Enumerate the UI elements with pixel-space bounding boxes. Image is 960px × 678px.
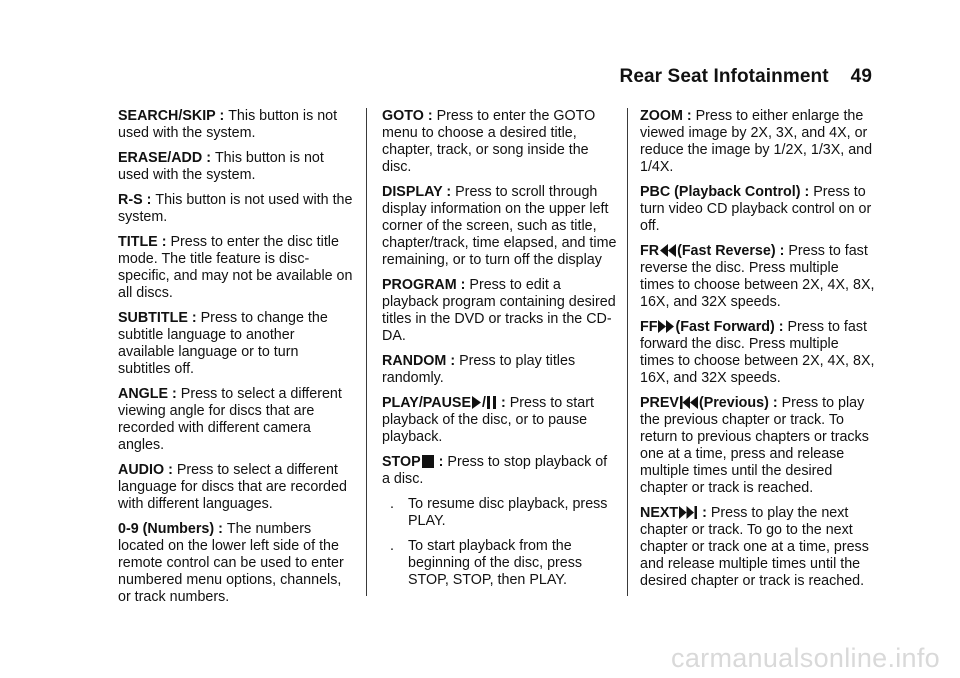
list-item: . To resume disc playback, press PLAY. bbox=[390, 496, 608, 529]
entry-random: RANDOM : Press to play titles randomly. bbox=[382, 353, 576, 386]
entry-erase-add: ERASE/ADD : This button is not used with the system. bbox=[118, 150, 324, 183]
previous-track-icon bbox=[680, 396, 698, 409]
fast-reverse-icon bbox=[660, 244, 676, 257]
entry-goto: GOTO : Press to enter the GOTO menu to choose a desired title, chapter, track, or song inside the disc. bbox=[382, 108, 596, 175]
entry-subtitle: SUBTITLE : Press to change the subtitle language to another available language or to turn subtitles off. bbox=[118, 310, 328, 377]
entry-previous: PREV (Previous) : Press to play the previous chapter or track. To return to previous chapters or tracks one at a time, press and release multiple times until the desired chapter or track is reached. bbox=[640, 395, 869, 496]
column-2 bbox=[382, 108, 618, 597]
pause-icon bbox=[487, 396, 496, 409]
page-number: 49 bbox=[850, 66, 872, 87]
entry-play-pause: PLAY/PAUSE / : Press to start playback of the disc, or to pause playback. bbox=[382, 395, 594, 445]
entry-title: TITLE : Press to enter the disc title mode. The title feature is disc-specific, and may not be available on all discs. bbox=[118, 234, 353, 301]
entry-zoom: ZOOM : Press to either enlarge the viewed image by 2X, 3X, and 4X, or reduce the image by 1/2X, 1/3X, and 1/4X. bbox=[640, 108, 873, 175]
next-track-icon bbox=[679, 506, 697, 519]
fast-forward-icon bbox=[658, 320, 674, 333]
entry-pbc: PBC (Playback Control) : Press to turn video CD playback control on or off. bbox=[640, 184, 872, 234]
stop-icon bbox=[422, 455, 434, 468]
column-divider-2 bbox=[627, 108, 628, 596]
column-divider-1 bbox=[366, 108, 367, 596]
entry-search-skip: SEARCH/SKIP : This button is not used with the system. bbox=[118, 108, 338, 141]
entry-fast-reverse: FR (Fast Reverse) : Press to fast reverse the disc. Press multiple times to choose between 2X, 4X, 8X, 16X, and 32X speeds. bbox=[640, 243, 875, 310]
entry-angle: ANGLE : Press to select a different viewing angle for discs that are recorded with different camera angles. bbox=[118, 386, 342, 453]
column-1 bbox=[118, 108, 354, 614]
entry-r-s: R-S : This button is not used with the system. bbox=[118, 192, 353, 225]
section-title: Rear Seat Infotainment bbox=[619, 66, 829, 87]
entry-stop: STOP : Press to stop playback of a disc. bbox=[382, 454, 608, 487]
entry-program: PROGRAM : Press to edit a playback program containing desired titles in the DVD or tracks in the CD-DA. bbox=[382, 277, 616, 344]
page-header bbox=[620, 66, 872, 88]
watermark: carmanualsonline.info bbox=[671, 643, 940, 673]
entry-numbers: 0-9 (Numbers) : The numbers located on the lower left side of the remote control can be used to enter numbered menu options, channels, or track numbers. bbox=[118, 521, 344, 605]
entry-display: DISPLAY : Press to scroll through display information on the upper left corner of the screen, such as title, chapter/track, time elapsed, and time remaining, or to turn off the display bbox=[382, 184, 617, 268]
column-3 bbox=[640, 108, 876, 598]
entry-audio: AUDIO : Press to select a different language for discs that are recorded with different languages. bbox=[118, 462, 347, 512]
stop-bullet-list bbox=[382, 496, 618, 589]
entry-fast-forward: FF (Fast Forward) : Press to fast forward the disc. Press multiple times to choose between 2X, 4X, 8X, 16X, and 32X speeds. bbox=[640, 319, 875, 386]
list-item: . To start playback from the beginning of the disc, press STOP, STOP, then PLAY. bbox=[390, 538, 583, 588]
entry-next: NEXT : Press to play the next chapter or track. To go to the next chapter or track one at a time, press and release multiple times until the desired chapter or track is reached. bbox=[640, 505, 869, 589]
play-icon bbox=[472, 396, 481, 409]
